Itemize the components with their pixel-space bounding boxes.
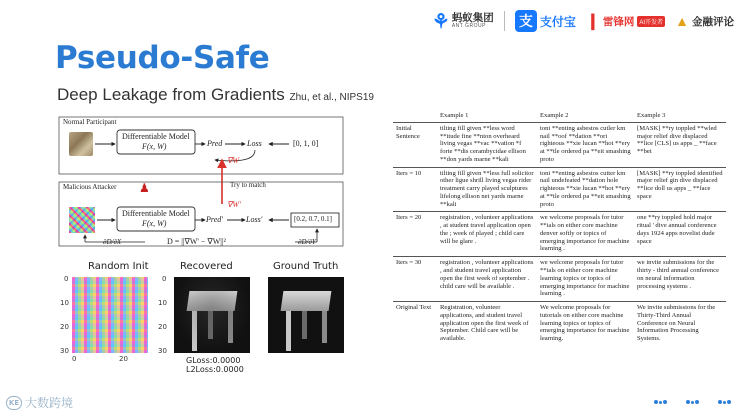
table-cell: We invite submissions for the Thirty-Third Annual Conference on Neural Information Processing Systems. <box>637 304 716 343</box>
panel-title-recovered: Recovered <box>180 261 233 272</box>
ant-group-text: 蚂蚁集团 <box>451 12 494 25</box>
dd-dy-label: ∂D/∂Y <box>298 238 316 246</box>
table-header-cell: Example 2 <box>537 111 634 122</box>
jinrong-icon: ▲ <box>675 13 689 29</box>
pred-label: Pred <box>207 139 223 148</box>
row-label: Initial Sentence <box>393 122 437 167</box>
table-cell: tilting fill given **less word **itude fine **nton overheard living vegas **vac **vation *f forte **dis cerambycidae ellison **don yards marne **kali <box>437 122 537 167</box>
y-tick-30: 30 <box>60 347 69 355</box>
dlg-diagram <box>55 112 345 252</box>
dummy-label-vector: [0.2, 0.7, 0.1] <box>294 215 332 223</box>
row-label: Iters = 30 <box>393 257 437 302</box>
jinrong-text: 金融评论 <box>692 15 734 28</box>
table-row <box>393 122 726 167</box>
ant-icon: ⚘ <box>431 10 450 33</box>
table-header-cell <box>393 111 437 122</box>
jinrong-logo <box>675 10 734 32</box>
model-function: F(x, W) <box>142 142 167 151</box>
table-row <box>393 212 726 257</box>
leifeng-icon: ❙ <box>586 13 600 30</box>
dd-dx-label: ∂D/∂X <box>103 238 122 246</box>
alipay-logo <box>515 10 576 32</box>
subtitle-text: Deep Leakage from Gradients <box>57 85 285 104</box>
row-label: Iters = 10 <box>393 167 437 212</box>
reconstruction-panels <box>58 261 358 391</box>
loss-dummy-label: Loss' <box>246 215 263 224</box>
dummy-noise-image <box>69 207 95 233</box>
row-label: Original Text <box>396 304 432 312</box>
partner-logos <box>433 6 734 36</box>
table-cell: we invite submissions for the thirty - third annual conference on neural information processing systems . <box>634 257 726 302</box>
alipay-icon: 支 <box>515 10 537 32</box>
table-header-cell: Example 1 <box>437 111 537 122</box>
table-cell: toni **enting asbestos cutter km nail undefeated **dation hole righteous **xie lucan **hot **ery at **tle ordered pa **eit smashing proto <box>537 167 634 212</box>
panel-title-random-init: Random Init <box>88 261 149 272</box>
model-title: Differentiable Model <box>122 132 190 141</box>
alipay-text: 支付宝 <box>539 14 576 29</box>
ant-icon <box>718 396 732 406</box>
gloss-value: GLoss:0.0000 <box>186 356 241 365</box>
examples-table <box>393 111 726 346</box>
y-tick-0-b: 0 <box>162 275 167 283</box>
footer-ant-icons <box>654 396 732 406</box>
nlp-examples-table <box>393 111 726 346</box>
diagram-lines <box>55 112 345 252</box>
distance-formula: D = ||∇W' − ∇W||² <box>167 237 226 246</box>
leifeng-logo <box>586 10 665 32</box>
table-header-row <box>393 111 726 122</box>
slide-subtitle <box>57 85 374 105</box>
true-gradient-label: ∇W <box>227 156 240 165</box>
l2loss-value: L2Loss:0.0000 <box>186 365 244 375</box>
y-tick-20-b: 20 <box>158 323 167 331</box>
table-cell: registration , volunteer applications , and student travel application open the first week of september . child care will be available . <box>437 257 537 302</box>
loss-readout <box>186 356 244 374</box>
ant-icon <box>686 396 700 406</box>
table-cell: [MASK] **ry toppled identified major relief gin dive displaced **lice doll us apps _ **face space <box>634 167 726 212</box>
y-tick-30-b: 30 <box>158 347 167 355</box>
table-cell: Registration, volunteer applications, and student travel application open the first week of September. Child care will be available. <box>440 304 529 343</box>
model-function-2: F(x, W) <box>142 219 167 228</box>
devil-icon: ♟ <box>139 181 150 195</box>
ant-icon <box>654 396 668 406</box>
x-tick-20: 20 <box>119 355 128 363</box>
ant-group-logo <box>433 10 494 32</box>
table-header-cell: Example 3 <box>634 111 726 122</box>
slide-title: Pseudo-Safe <box>55 40 270 76</box>
recovered-image <box>174 277 250 353</box>
table-cell: we welcome proposals for tutor **ials on either core machine denver softly or topics of emerging importance for machine learning . <box>537 212 634 257</box>
normal-participant-label: Normal Participant <box>63 118 117 126</box>
table-cell: tilting fill given **less full solicitor other ligue shrill living vegas rider treatment carry played sculptures lifelong ellison net yards marne **kali <box>437 167 537 212</box>
ground-truth-image <box>268 277 344 353</box>
leifeng-text: 雷锋网 <box>602 15 635 28</box>
table-cell: we welcome proposals for tutor **ials on either core machine learning topics or topics of emerging importance for machine learning . <box>537 257 634 302</box>
footer-watermark <box>6 394 73 411</box>
model-title-2: Differentiable Model <box>122 209 190 218</box>
table-row <box>393 302 726 346</box>
table-row <box>393 167 726 212</box>
try-to-match-label: Try to match <box>230 181 266 189</box>
x-tick-0: 0 <box>72 355 77 363</box>
watermark-text: 大数跨境 <box>25 396 74 410</box>
random-init-image <box>72 277 148 353</box>
pred-dummy-label: Pred' <box>206 215 223 224</box>
table-cell: [MASK] **ry toppled **wled major relief dive displaced **lice [CLS] us apps _ **face **bet <box>634 122 726 167</box>
table-cell: We welcome proposals for tutorials on either core machine learning topics or topics of emerging importance for machine learning. <box>540 304 630 343</box>
table-cell: toni **enting asbestos cutler km nail **oof **dation **ori righteous **xie lucan **hot **ery at **tle ordered pa **eit smashing proto <box>537 122 634 167</box>
leifeng-badge: AI开发者 <box>637 16 665 27</box>
panel-title-ground-truth: Ground Truth <box>273 261 339 272</box>
watermark-icon: KE <box>6 396 22 410</box>
cat-image <box>69 132 93 156</box>
table-cell: one **ry toppled hold major ritual ' dive annual conference days 1924 apps novelist dude space <box>634 212 726 257</box>
y-tick-10: 10 <box>60 299 69 307</box>
ant-group-subtext: ANT GROUP <box>451 22 486 29</box>
subtitle-reference: Zhu, et al., NIPS19 <box>289 92 374 103</box>
loss-label: Loss <box>247 139 262 148</box>
row-label: Iters = 20 <box>393 212 437 257</box>
table-row <box>393 257 726 302</box>
table-cell: registration , volunteer applications , at student travel application open the ; week of played ; child care will be glare . <box>437 212 537 257</box>
true-label-vector: [0, 1, 0] <box>293 139 319 148</box>
y-tick-0: 0 <box>64 275 69 283</box>
logo-divider <box>504 11 505 31</box>
y-tick-10-b: 10 <box>158 299 167 307</box>
dummy-gradient-label: ∇W' <box>227 200 241 209</box>
malicious-attacker-label: Malicious Attacker <box>63 183 117 191</box>
y-tick-20: 20 <box>60 323 69 331</box>
